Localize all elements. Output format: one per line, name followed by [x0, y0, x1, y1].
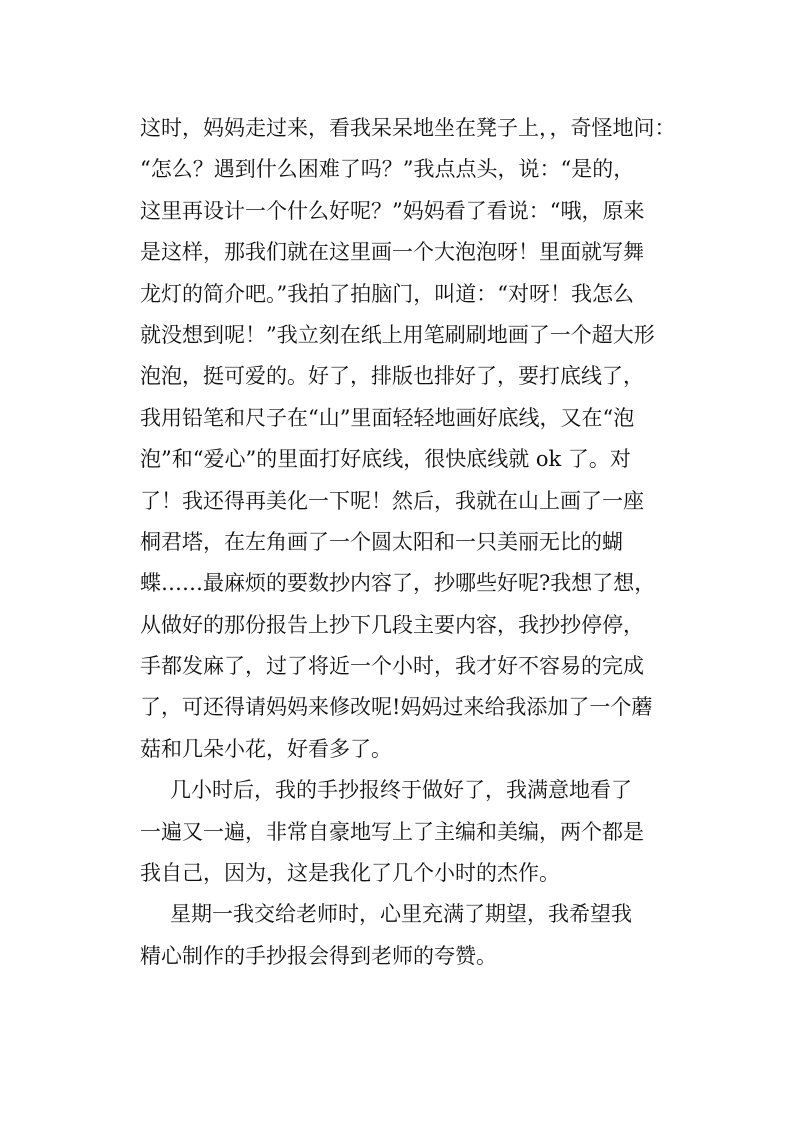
text-line: 泡泡，挺可爱的。好了，排版也排好了，要打底线了，: [140, 364, 644, 389]
text-line: 我自己，因为，这是我化了几个小时的杰作。: [140, 861, 560, 886]
text-line: “怎么？遇到什么困难了吗？”我点点头，说：“是的，: [140, 157, 635, 182]
text-line: 是这样，那我们就在这里画一个大泡泡呀！里面就写舞: [140, 240, 644, 265]
text-line: 星期一我交给老师时，心里充满了期望，我希望我: [170, 902, 632, 927]
document-body: [140, 108, 680, 977]
paragraph-3: [140, 894, 680, 977]
text-line: 手都发麻了，过了将近一个小时，我才好不容易的完成: [140, 654, 644, 679]
text-line: 就没想到呢！”我立刻在纸上用笔刷刷地画了一个超大形: [140, 322, 655, 347]
text-line: 菇和几朵小花，好看多了。: [140, 736, 392, 761]
text-line: 泡”和“爱心”的里面打好底线，很快底线就 ok 了。对: [140, 447, 631, 472]
text-line: 一遍又一遍，非常自豪地写上了主编和美编，两个都是: [140, 819, 644, 844]
text-line: 了！我还得再美化一下呢！然后，我就在山上画了一座: [140, 488, 644, 513]
text-line: 了，可还得请妈妈来修改呢!妈妈过来给我添加了一个蘑: [140, 695, 653, 720]
text-line: 精心制作的手抄报会得到老师的夸赞。: [140, 943, 497, 968]
paragraph-1: [140, 108, 680, 770]
paragraph-2: [140, 770, 680, 894]
text-line: 我用铅笔和尺子在“山”里面轻轻地画好底线，又在“泡: [140, 405, 635, 430]
text-line: 蝶……最麻烦的要数抄内容了，抄哪些好呢?我想了想，: [140, 571, 656, 596]
text-line: 桐君塔，在左角画了一个圆太阳和一只美丽无比的蝴: [140, 529, 623, 554]
text-line: 这里再设计一个什么好呢？”妈妈看了看说：“哦，原来: [140, 198, 645, 223]
text-line: 几小时后，我的手抄报终于做好了，我满意地看了: [170, 778, 632, 803]
text-line: 龙灯的简介吧。”我拍了拍脑门，叫道：“对呀！我怎么: [140, 281, 634, 306]
text-line: 从做好的那份报告上抄下几段主要内容，我抄抄停停，: [140, 612, 644, 637]
text-line: 这时，妈妈走过来，看我呆呆地坐在凳子上，，奇怪地问：: [140, 116, 676, 140]
